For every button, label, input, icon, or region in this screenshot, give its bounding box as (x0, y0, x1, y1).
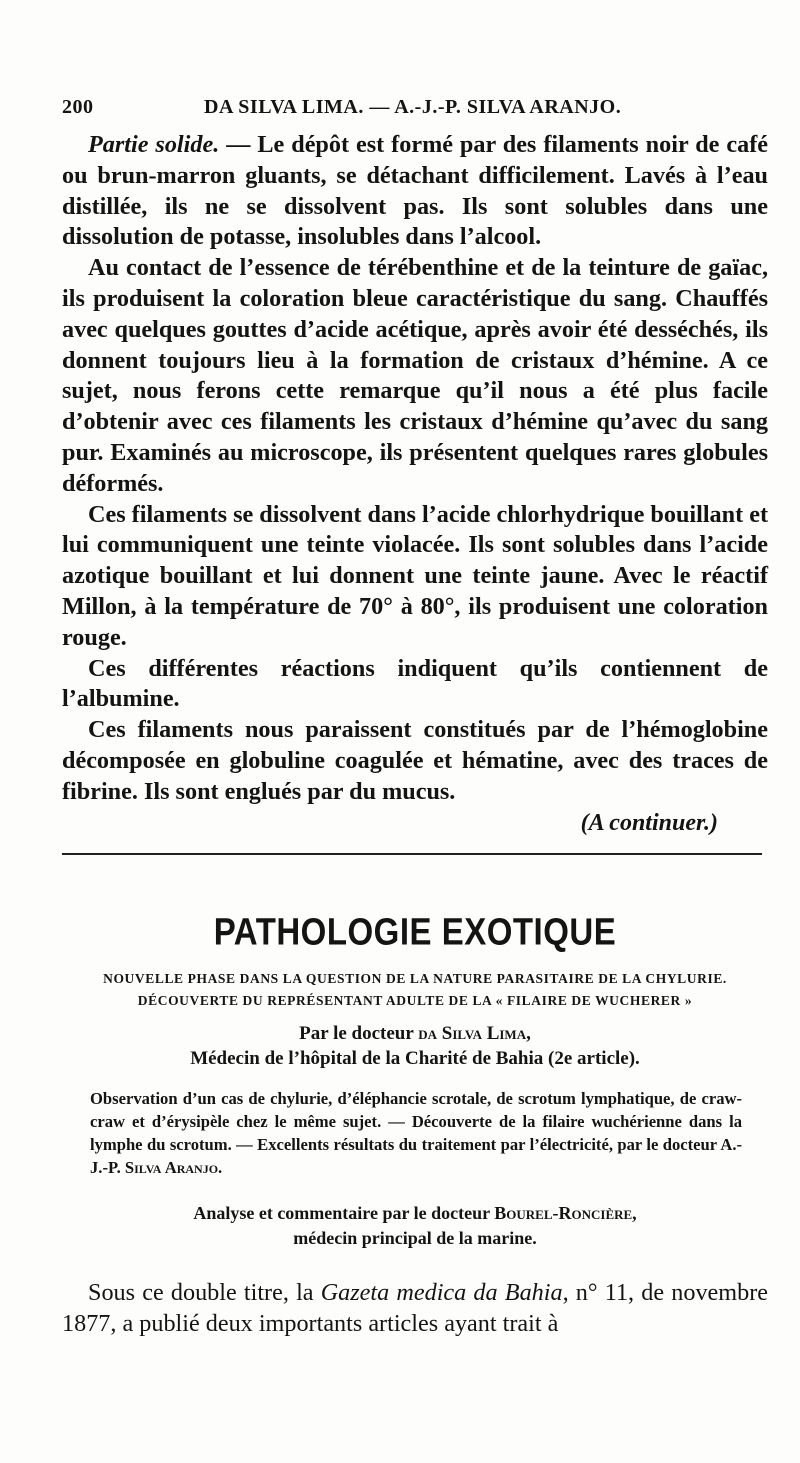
closing-paragraph (62, 1277, 768, 1339)
byline-author (62, 1021, 768, 1046)
running-title: DA SILVA LIMA. — A.-J.-P. SILVA ARANJO. (204, 96, 622, 118)
analysis-author: Bourel-Roncière, (494, 1202, 637, 1223)
analysis-credit (62, 1201, 768, 1251)
abstract-text: Observation d’un cas de chylurie, d’éléphancie scrotale, de scrotum lymphatique, de craw-craw et d’érysipèle chez le même sujet. — Découverte de la filaire wuchérienne dans la lymphe du scrotum. — Excellents résultats du traitement par l’électricité, par le docteur A.-J.-P. (90, 1088, 742, 1177)
byline-affiliation: Médecin de l’hôpital de la Charité de Bahia (2e article). (190, 1047, 640, 1069)
analysis-prefix: Analyse et commentaire par le docteur (193, 1202, 495, 1223)
closing-post: , n° 11, de novembre 1877, a publié deux importants articles ayant trait à (62, 1278, 768, 1337)
section-subtitle-2: DÉCOUVERTE DU REPRÉSENTANT ADULTE DE LA « FILAIRE DE WUCHERER » (137, 992, 693, 1008)
section-subtitle-1: NOUVELLE PHASE DANS LA QUESTION DE LA NATURE PARASITAIRE DE LA CHYLURIE. (103, 970, 727, 986)
paragraph-1-text: — Le dépôt est formé par des filaments noir de café ou brun-marron gluants, se détachant difficilement. Lavés à l’eau distillée, ils ne se dissolvent pas. Ils sont solubles dans une dissolution de potasse, insolubles dans l’alcool. (62, 131, 769, 251)
paragraph-5: Ces filaments nous paraissent constitués par de l’hémoglobine décomposée en globuline coagulée et hématine, avec des traces de fibrine. Ils sont englués par du mucus. (62, 716, 768, 805)
abstract-author: Silva Aranjo. (124, 1157, 223, 1177)
paragraph-1-lead: Partie solide. (88, 131, 220, 158)
byline-prefix: Par le docteur (299, 1022, 419, 1044)
analysis-line-1 (62, 1201, 768, 1226)
analysis-line-2: médecin principal de la marine. (293, 1227, 537, 1248)
byline-name: Silva Lima, (437, 1022, 531, 1044)
byline-particle: da (418, 1022, 437, 1044)
section-title: PATHOLOGIE EXOTIQUE (213, 909, 617, 953)
paragraph-3: Ces filaments se dissolvent dans l’acide chlorhydrique bouillant et lui communiquent une teinte violacée. Ils sont solubles dans l’acide azotique bouillant et lui donnent une teinte jaune. Avec le réactif Millon, à la température de 70° à 80°, ils produisent une coloration rouge. (62, 500, 768, 651)
closing-pre: Sous ce double titre, la (88, 1278, 321, 1306)
to-be-continued-text: (A continuer.) (580, 809, 718, 836)
article-body (62, 130, 768, 808)
paragraph-4: Ces différentes réactions indiquent qu’ils contiennent de l’albumine. (62, 654, 768, 713)
page (62, 96, 768, 1339)
paragraph-2: Au contact de l’essence de térébenthine et de la teinture de gaïac, ils produisent la coloration bleue caractéristique du sang. Chauffés avec quelques gouttes d’acide acétique, après avoir été desséchés, ils donnent toujours lieu à la formation de cristaux d’hémine. A ce sujet, nous ferons cette remarque qu’il nous a été plus facile d’obtenir avec ces filaments les cristaux d’hémine qu’avec du sang pur. Examinés au microscope, ils présentent quelques rares globules déformés. (62, 254, 768, 497)
page-number: 200 (62, 96, 94, 118)
to-be-continued (62, 808, 768, 839)
journal-title: Gazeta medica da Bahia (320, 1278, 563, 1306)
page-header (62, 96, 768, 130)
closing-text (62, 1277, 768, 1339)
abstract (90, 1087, 742, 1179)
byline (62, 1021, 768, 1071)
paragraph-1 (62, 130, 768, 253)
section-divider (62, 853, 762, 855)
